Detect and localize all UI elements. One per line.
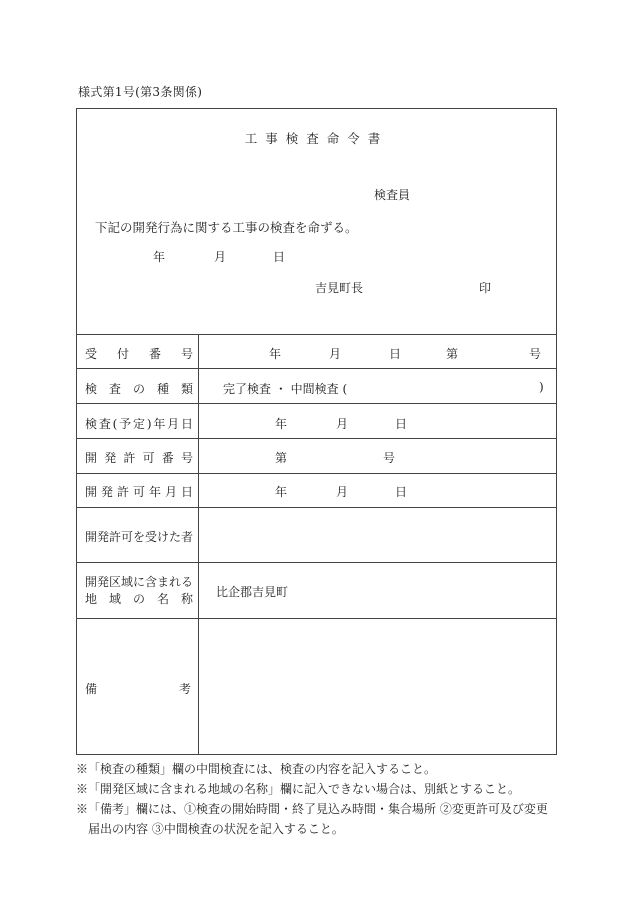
- footnote-inspection-type: ※「検査の種類」欄の中間検査には、検査の内容を記入すること。: [76, 762, 437, 776]
- reception-number-label: 受付番号: [85, 347, 193, 361]
- inspection-type-close: ): [539, 380, 544, 394]
- row-divider: [77, 618, 556, 619]
- permit-number-suffix: 号: [383, 451, 396, 465]
- permit-number-prefix: 第: [275, 451, 288, 465]
- row-divider: [77, 473, 556, 474]
- section-divider: [77, 334, 556, 335]
- footnote-area-name: ※「開発区域に含まれる地域の名称」欄に記入できない場合は、別紙とすること。: [76, 782, 521, 796]
- remarks-label-left: 備: [85, 682, 98, 696]
- row-divider: [77, 403, 556, 404]
- footnote-remarks-continued: 届出の内容 ③中間検査の状況を記入すること。: [76, 822, 344, 836]
- area-name-label-line2: 地域の名称: [85, 592, 193, 606]
- remarks-label-right: 考: [179, 682, 192, 696]
- form-title: 工事検査命令書: [244, 131, 389, 146]
- reception-day: 日: [389, 347, 402, 361]
- inspection-date-day: 日: [395, 417, 408, 431]
- issuer-name: 吉見町長: [315, 281, 364, 295]
- order-date-year: 年: [153, 250, 166, 264]
- row-divider: [77, 438, 556, 439]
- order-statement: 下記の開発行為に関する工事の検査を命ずる。: [95, 220, 358, 235]
- inspection-date-year: 年: [275, 417, 288, 431]
- area-name-label-line1: 開発区域に含まれる: [85, 575, 194, 589]
- inspector-label: 検査員: [374, 188, 411, 202]
- inspection-type-label: 検査の種類: [85, 382, 193, 396]
- reception-number-suffix: 号: [529, 347, 542, 361]
- reception-month: 月: [329, 347, 342, 361]
- permittee-label: 開発許可を受けた者: [85, 530, 194, 544]
- order-date-month: 月: [214, 250, 227, 264]
- reception-number-prefix: 第: [446, 347, 459, 361]
- row-divider: [77, 562, 556, 563]
- permit-date-label: 開発許可年月日: [85, 485, 193, 499]
- permit-date-day: 日: [395, 485, 408, 499]
- order-date-day: 日: [273, 250, 286, 264]
- form-number-label: 様式第1号(第3条関係): [78, 85, 203, 99]
- permit-number-label: 開発許可番号: [85, 451, 193, 465]
- row-divider: [77, 368, 556, 369]
- label-column-divider: [198, 334, 199, 754]
- seal-mark: 印: [479, 281, 492, 295]
- area-name-value: 比企郡吉見町: [216, 585, 289, 599]
- permit-date-year: 年: [275, 485, 288, 499]
- inspection-date-month: 月: [336, 417, 349, 431]
- footnote-remarks: ※「備考」欄には、①検査の開始時間・終了見込み時間・集合場所 ②変更許可及び変更: [76, 802, 548, 816]
- permit-date-month: 月: [336, 485, 349, 499]
- reception-year: 年: [269, 347, 282, 361]
- inspection-order-form: [76, 108, 557, 755]
- inspection-type-value: 完了検査 ・ 中間検査 (: [223, 382, 348, 396]
- inspection-date-label: 検査(予定)年月日: [85, 417, 193, 431]
- row-divider: [77, 507, 556, 508]
